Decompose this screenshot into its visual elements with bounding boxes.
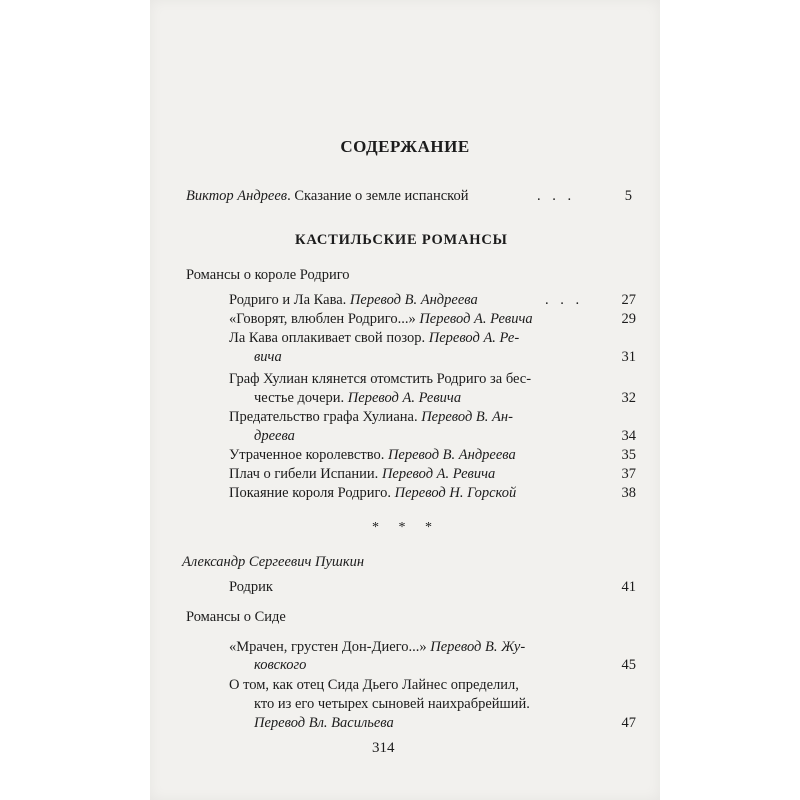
entry-translator: Перевод В. Андреева <box>349 292 478 308</box>
entry-translator: Перевод В. Жу- <box>430 639 526 655</box>
entry-page-number: 34 <box>621 428 636 444</box>
toc-entry[interactable]: Родрик <box>229 579 273 595</box>
entry-page-number: 45 <box>621 657 636 673</box>
entry-translator: Перевод В. Ан- <box>421 409 513 425</box>
author-pushkin: Александр Сергеевич Пушкин <box>182 554 365 570</box>
entry-translator-cont: вича <box>254 349 282 365</box>
entry-page-number: 31 <box>621 349 636 365</box>
entry-title: Граф Хулиан клянется отомстить Родриго за бес- <box>229 371 532 387</box>
toc-entry[interactable] <box>229 676 519 694</box>
intro-author: Виктор Андреев <box>186 188 288 204</box>
toc-entry[interactable] <box>229 484 516 502</box>
entry-page-number: 41 <box>621 579 636 595</box>
section-title-castilian: КАСТИЛЬСКИЕ РОМАНСЫ <box>295 232 508 248</box>
book-page <box>150 0 660 800</box>
entry-title: «Говорят, влюблен Родриго...» <box>229 311 420 327</box>
contents-heading: СОДЕРЖАНИЕ <box>340 137 470 156</box>
entry-translator: Перевод В. Андреева <box>387 447 516 463</box>
entry-translator: Перевод Вл. Васильева <box>254 715 394 731</box>
toc-entry-intro[interactable] <box>186 187 468 205</box>
entry-translator: Перевод А. Ре- <box>428 330 520 346</box>
entry-title-cont: кто из его четырех сыновей наихрабрейший. <box>254 696 530 712</box>
entry-page-number: 37 <box>621 466 636 482</box>
leader-dots: . . . <box>545 292 584 308</box>
entry-translator: Перевод Н. Горской <box>394 485 517 501</box>
toc-entry[interactable] <box>229 291 478 309</box>
entry-page-number: 35 <box>621 447 636 463</box>
intro-title: . Сказание о земле испанской <box>287 188 469 204</box>
entry-page-number: 38 <box>621 485 636 501</box>
group-title-rodrigo: Романсы о короле Родриго <box>186 267 350 283</box>
toc-entry[interactable] <box>229 310 533 328</box>
section-separator: * * * <box>372 520 440 535</box>
toc-entry[interactable] <box>229 408 513 426</box>
entry-page-number: 47 <box>621 715 636 731</box>
entry-title: Утраченное королевство. <box>229 447 388 463</box>
entry-page-number: 32 <box>621 390 636 406</box>
entry-page-number: 27 <box>621 292 636 308</box>
entry-translator: Перевод А. Ревича <box>419 311 533 327</box>
entry-title: Покаяние короля Родриго. <box>229 485 395 501</box>
toc-entry[interactable] <box>229 446 516 464</box>
toc-entry[interactable] <box>229 329 519 347</box>
group-title-cid: Романсы о Сиде <box>186 609 286 625</box>
entry-translator: Перевод А. Ревича <box>347 390 462 406</box>
entry-title-cont: честье дочери. <box>254 390 348 406</box>
entry-translator: Перевод А. Ревича <box>381 466 496 482</box>
entry-page-number: 29 <box>621 311 636 327</box>
toc-entry[interactable] <box>229 370 531 388</box>
toc-entry[interactable] <box>229 638 525 656</box>
entry-title: «Мрачен, грустен Дон-Диего...» <box>229 639 431 655</box>
toc-entry[interactable] <box>229 465 495 483</box>
entry-translator-cont: ковского <box>254 657 307 673</box>
entry-title: Предательство графа Хулиана. <box>229 409 422 425</box>
entry-title: Родриго и Ла Кава. <box>229 292 350 308</box>
page-folio: 314 <box>372 740 395 756</box>
entry-continuation <box>254 389 461 407</box>
entry-translator-cont: дреева <box>254 428 295 444</box>
entry-title: О том, как отец Сида Дьего Лайнес определил, <box>229 677 519 693</box>
intro-page-number: 5 <box>624 188 632 204</box>
leader-dots: . . . <box>537 188 576 204</box>
entry-title: Плач о гибели Испании. <box>229 466 382 482</box>
entry-title: Ла Кава оплакивает свой позор. <box>229 330 429 346</box>
